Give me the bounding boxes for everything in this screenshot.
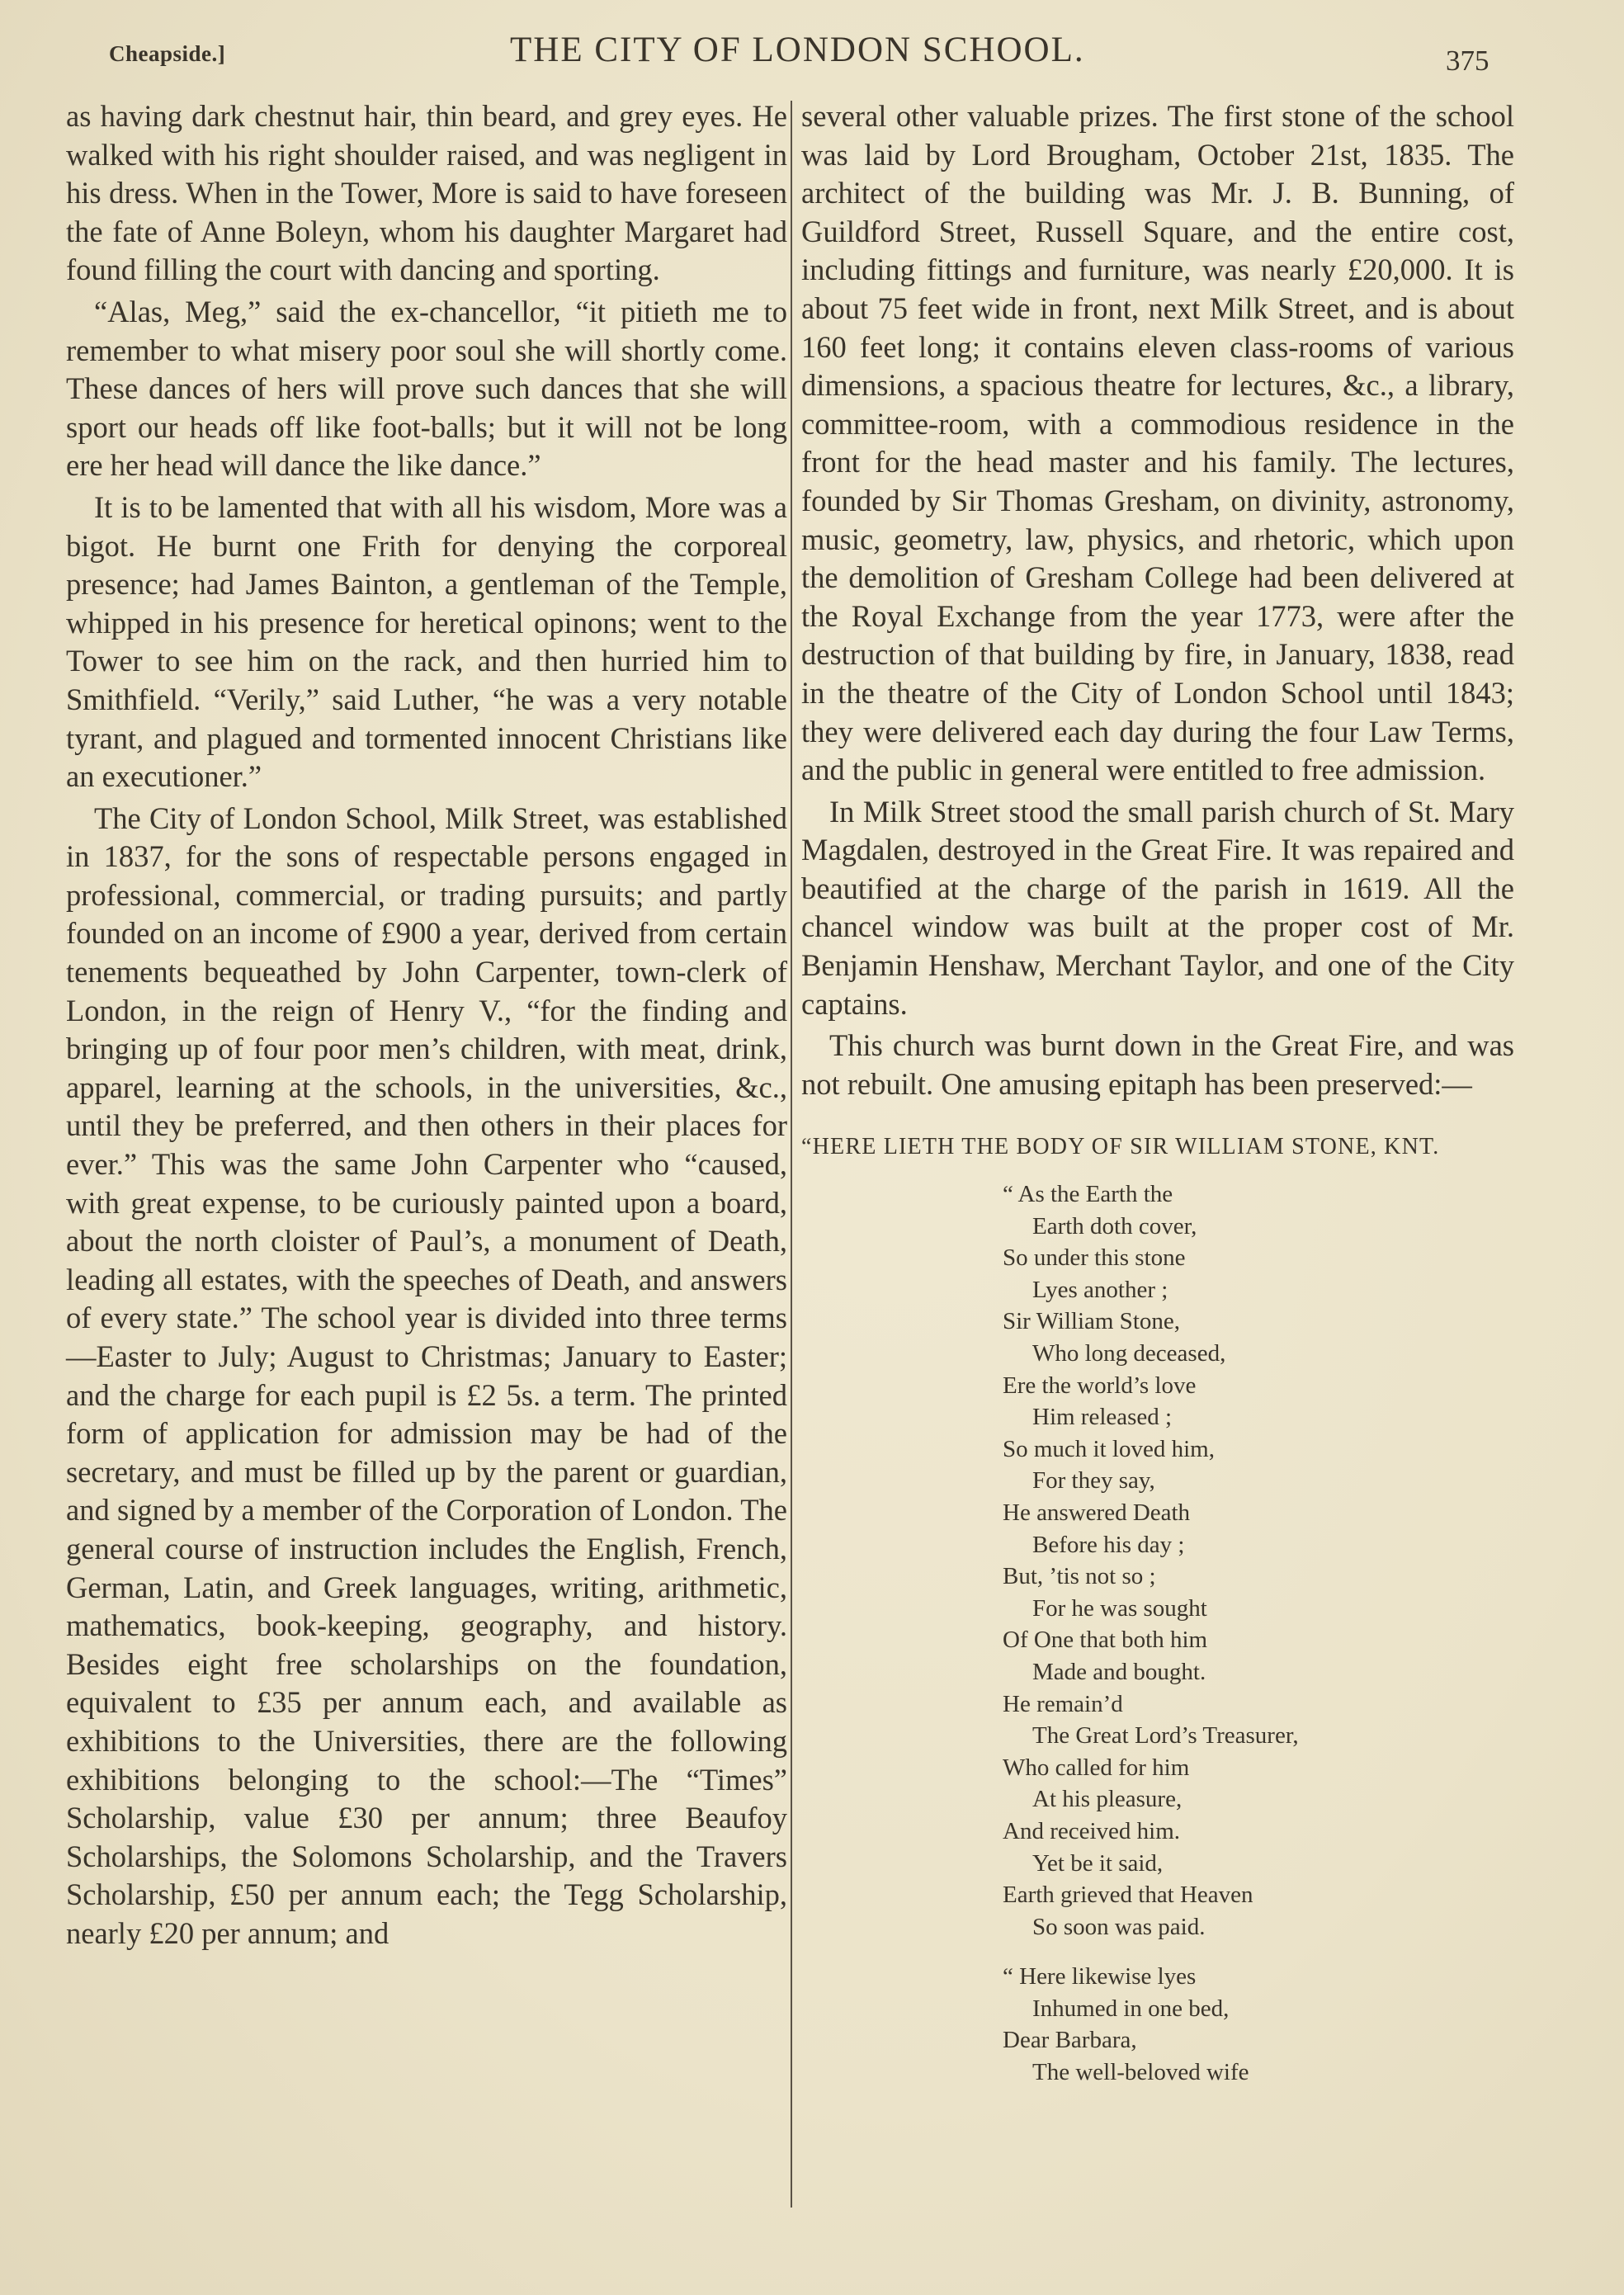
poem-line: “ Here likewise lyes [1003,1963,1197,1990]
poem-line: The well-beloved wife [1032,2059,1249,2086]
running-head-section: Cheapside.] [109,41,226,66]
paragraph: In Milk Street stood the small parish church of St. Mary Magdalen, destroyed in the Great Fire. It was repaired and beautified at the charge of the parish in 1619. All the chancel window was built at the proper cost of Mr. Benjamin Henshaw, Merchant Taylor, and one of the City captains. [801,794,1514,1021]
poem-line: Earth grieved that Heaven [1003,1882,1253,1909]
page-number: 375 [1446,45,1489,77]
poem-line: For he was sought [1032,1594,1207,1622]
column-divider [791,101,792,2208]
poem-line: Earth doth cover, [1032,1212,1197,1240]
poem-line: Inhumed in one bed, [1032,1995,1230,2022]
poem-line: He remain’d [1003,1690,1123,1717]
poem-line: Who called for him [1003,1754,1190,1781]
epitaph-heading: “HERE LIETH THE BODY OF SIR WILLIAM STONE, KNT. [801,1134,1440,1160]
right-column [801,97,1514,2089]
poem-line: So soon was paid. [1032,1913,1206,1940]
poem-line: Of One that both him [1003,1627,1208,1654]
running-head-title: THE CITY OF LONDON SCHOOL. [510,31,1085,69]
poem-line: Ere the world’s love [1003,1372,1197,1399]
paragraph: several other valuable prizes. The first stone of the school was laid by Lord Brougham, October 21st, 1835. The architect of the building was Mr. J. B. Bunning, of Guildford Street, Russell Square, and the entire cost, including fittings and furniture, was nearly £20,000. It is about 75 feet wide in front, next Milk Street, and is about 160 feet long; it contains eleven class-rooms of various dimensions, a spacious theatre for lectures, &c., a library, committee-room, with a commodious residence in the front for the head master and his family. The lectures, founded by Sir Thomas Gresham, on divinity, astronomy, music, geometry, law, physics, and rhetoric, which upon the demolition of Gresham College had been delivered at the Royal Exchange from the year 1773, were after the destruction of that building by fire, in January, 1838, read in the theatre of the City of London School until 1843; they were delivered each day during the four Law Terms, and the public in general were entitled to free admission. [801,99,1514,787]
poem-line: Made and bought. [1032,1658,1206,1685]
poem-line: Sir William Stone, [1003,1308,1180,1335]
paragraph: as having dark chestnut hair, thin beard, and grey eyes. He walked with his right shoulder raised, and was negligent in his dress. When in the Tower, More is said to have foreseen the fate of Anne Boleyn, whom his daughter Margaret had found filling the court with dancing and sporting. [66,99,787,287]
poem-line: Yet be it said, [1032,1849,1164,1877]
poem-line: But, ’tis not so ; [1003,1563,1156,1590]
paragraph: It is to be lamented that with all his wisdom, More was a bigot. He burnt one Frith for denying the corporeal presence; had James Bainton, a gentleman of the Temple, whipped in his presence for heretical opinons; went to the Tower to see him on the rack, and then hurried him to Smithfield. “Verily,” said Luther, “he was a very notable tyrant, and plagued and tormented innocent Christians like an executioner.” [66,489,787,794]
poem-line: At his pleasure, [1032,1786,1183,1813]
paragraph: “Alas, Meg,” said the ex-chancellor, “it pitieth me to remember to what misery poor soul she will shortly come. These dances of hers will prove such dances that she will sport our heads off like foot-balls; but it will not be long ere her head will dance the like dance.” [66,294,787,483]
poem-line: The Great Lord’s Treasurer, [1032,1722,1299,1750]
poem-line: “ As the Earth the [1003,1181,1173,1208]
poem-line: And received him. [1003,1817,1181,1844]
poem-line: Dear Barbara, [1003,2027,1137,2054]
epitaph-poem [1003,1178,1514,2089]
poem-line: He answered Death [1003,1499,1191,1526]
paragraph: This church was burnt down in the Great Fire, and was not rebuilt. One amusing epitaph has been preserved:— [801,1028,1514,1101]
paragraph: The City of London School, Milk Street, was established in 1837, for the sons of respectable persons engaged in professional, commercial, or trading pursuits; and partly founded on an income of £900 a year, derived from certain tenements bequeathed by John Carpenter, town-clerk of London, in the reign of Henry V., “for the finding and bringing up of four poor men’s children, with meat, drink, apparel, learning at the schools, in the universities, &c., until they be preferred, and then others in their places for ever.” This was the same John Carpenter who “caused, with great expense, to be curiously painted upon a board, about the north cloister of Paul’s, a monument of Death, leading all estates, with the speeches of Death, and answers of every state.” The school year is divided into three terms—Easter to July; August to Christmas; January to Easter; and the charge for each pupil is £2 5s. a term. The printed form of application for admission may be had of the secretary, and must be filled up by the parent or guardian, and signed by a member of the Corporation of London. The general course of instruction includes the English, French, German, Latin, and Greek languages, writing, arithmetic, mathematics, book-keeping, geography, and history. Besides eight free scholarships on the foundation, equivalent to £35 per annum each, and available as exhibitions to the Universities, there are the following exhibitions belonging to the school:—The “Times” Scholarship, value £30 per annum; three Beaufoy Scholarships, the Solomons Scholarship, and the Travers Scholarship, £50 per annum each; the Tegg Scholarship, nearly £20 per annum; and [66,800,787,1950]
poem-line: Lyes another ; [1032,1276,1168,1303]
poem-line: For they say, [1032,1467,1155,1495]
poem-line: So much it loved him, [1003,1435,1215,1462]
left-column [66,97,787,1953]
poem-line: Him released ; [1032,1404,1173,1431]
poem-line: So under this stone [1003,1244,1186,1272]
poem-line: Who long deceased, [1032,1340,1226,1367]
poem-line: Before his day ; [1032,1531,1185,1558]
